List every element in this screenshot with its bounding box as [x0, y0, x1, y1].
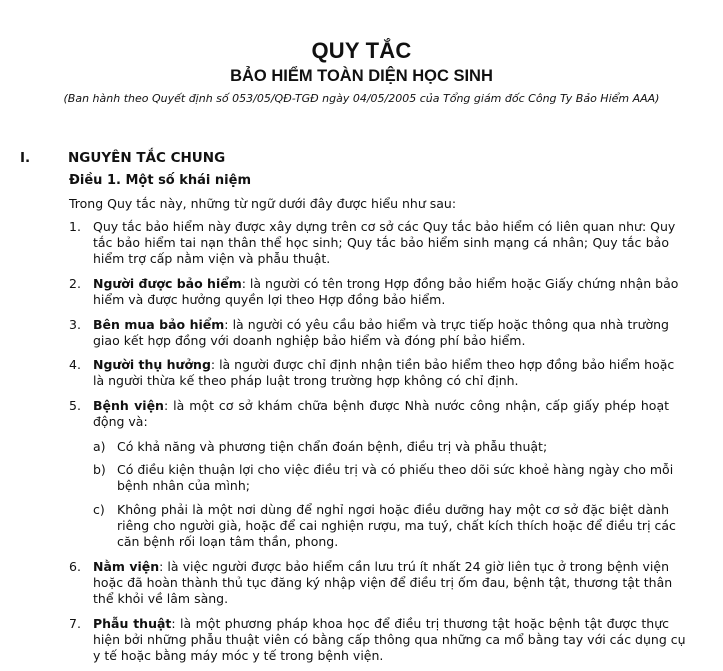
- term-definition: : là một cơ sở khám chữa bệnh được Nhà nước công nhận, cấp giấy phép hoạt: [163, 398, 670, 413]
- item-text: [93, 357, 675, 389]
- term-label: Bệnh viện: [93, 398, 164, 413]
- text-line: hoặc đã hoàn thành thủ tục đăng ký nhập viện để điều trị ốm đau, bệnh tật, thương tật thân: [93, 575, 673, 590]
- item-number: 5.: [69, 398, 81, 413]
- item-number: 2.: [69, 276, 81, 291]
- text-line: [93, 276, 679, 292]
- section-title: NGUYÊN TẮC CHUNG: [68, 150, 226, 166]
- term-label: Người được bảo hiểm: [93, 276, 242, 291]
- item-number: 4.: [69, 357, 81, 372]
- item-text: [93, 276, 679, 308]
- term-definition: : là người được chỉ định nhận tiền bảo hiểm theo hợp đồng bảo hiểm hoặc: [210, 357, 675, 372]
- term-label: Phẫu thuật: [93, 616, 172, 631]
- item-number: 7.: [69, 616, 81, 631]
- article-intro: Trong Quy tắc này, những từ ngữ dưới đây được hiểu như sau:: [69, 196, 457, 211]
- item-text: [93, 219, 676, 267]
- text-line: [93, 357, 675, 373]
- text-line: tắc bảo hiểm tai nạn thân thể học sinh; Quy tắc bảo hiểm sinh mạng cá nhân; Quy tắc bảo: [93, 235, 669, 250]
- sub-item-letter: b): [93, 462, 106, 477]
- text-line: y tế hoặc bằng máy móc y tế trong bệnh viện.: [93, 648, 384, 663]
- item-number: 6.: [69, 559, 81, 574]
- sub-item-letter: a): [93, 439, 106, 454]
- item-text: [93, 616, 686, 664]
- item-number: 1.: [69, 219, 81, 234]
- item-text: [93, 398, 669, 430]
- text-line: [93, 616, 669, 632]
- term-definition: : là người có tên trong Hợp đồng bảo hiểm hoặc Giấy chứng nhận bảo: [241, 276, 679, 291]
- document-title: QUY TẮC: [311, 38, 412, 63]
- text-line: Có điều kiện thuận lợi cho việc điều trị và có phiếu theo dõi sức khoẻ hàng ngày cho mỗi: [117, 462, 674, 477]
- term-definition: : là người có yêu cầu bảo hiểm và trực tiếp hoặc thông qua nhà trường: [224, 317, 669, 332]
- item-text: [93, 317, 669, 349]
- text-line: căn bệnh rối loạn tâm thần, phong.: [117, 534, 339, 549]
- issuance-note: (Ban hành theo Quyết định số 053/05/QĐ-TGĐ ngày 04/05/2005 của Tổng giám đốc Công Ty Bảo Hiểm AAA): [63, 92, 660, 105]
- term-label: Người thụ hưởng: [93, 357, 211, 372]
- section-number: I.: [20, 150, 31, 166]
- text-line: giao kết hợp đồng với doanh nghiệp bảo hiểm và đóng phí bảo hiểm.: [93, 333, 526, 348]
- sub-item-letter: c): [93, 502, 105, 517]
- text-line: hiểm trợ cấp nằm viện và phẫu thuật.: [93, 251, 331, 266]
- text-line: Có khả năng và phương tiện chẩn đoán bệnh, điều trị và phẫu thuật;: [117, 439, 548, 454]
- text-line: Không phải là một nơi dùng để nghỉ ngơi hoặc điều dưỡng hay một cơ sở đặc biệt dành: [117, 502, 669, 517]
- text-line: bệnh nhân của mình;: [117, 478, 250, 493]
- text-line: Quy tắc bảo hiểm này được xây dựng trên cơ sở các Quy tắc bảo hiểm có liên quan như: Quy: [93, 219, 676, 234]
- text-line: thể khỏi về lâm sàng.: [93, 591, 229, 606]
- sub-item-text: [117, 439, 669, 455]
- document-subtitle: BẢO HIỂM TOÀN DIỆN HỌC SINH: [230, 67, 493, 85]
- article-title: Điều 1. Một số khái niệm: [69, 173, 251, 188]
- text-line: riêng cho người già, hoặc để cai nghiện rượu, ma tuý, chất kích thích hoặc để điều trị các: [117, 518, 676, 533]
- term-definition: : là một phương pháp khoa học để điều trị thương tật hoặc bệnh tật được thực: [171, 616, 669, 631]
- sub-item-text: [117, 462, 674, 494]
- text-line: [93, 317, 669, 333]
- text-line: [93, 559, 669, 575]
- item-text: [93, 559, 673, 607]
- text-line: hiểm và được hưởng quyền lợi theo Hợp đồng bảo hiểm.: [93, 292, 446, 307]
- section-heading: [20, 150, 225, 166]
- text-line: là người thừa kế theo pháp luật trong trường hợp không có chỉ định.: [93, 373, 519, 388]
- text-line: hiện bởi những phẫu thuật viên có bằng cấp thông qua những ca mổ bằng tay với các dụng cụ: [93, 632, 686, 647]
- sub-item-text: [117, 502, 676, 550]
- term-label: Bên mua bảo hiểm: [93, 317, 225, 332]
- term-definition: : là việc người được bảo hiểm cần lưu trú ít nhất 24 giờ liên tục ở trong bệnh viện: [159, 559, 669, 574]
- item-number: 3.: [69, 317, 81, 332]
- text-line: [93, 398, 669, 414]
- text-line: động và:: [93, 414, 148, 429]
- term-label: Nằm viện: [93, 559, 160, 574]
